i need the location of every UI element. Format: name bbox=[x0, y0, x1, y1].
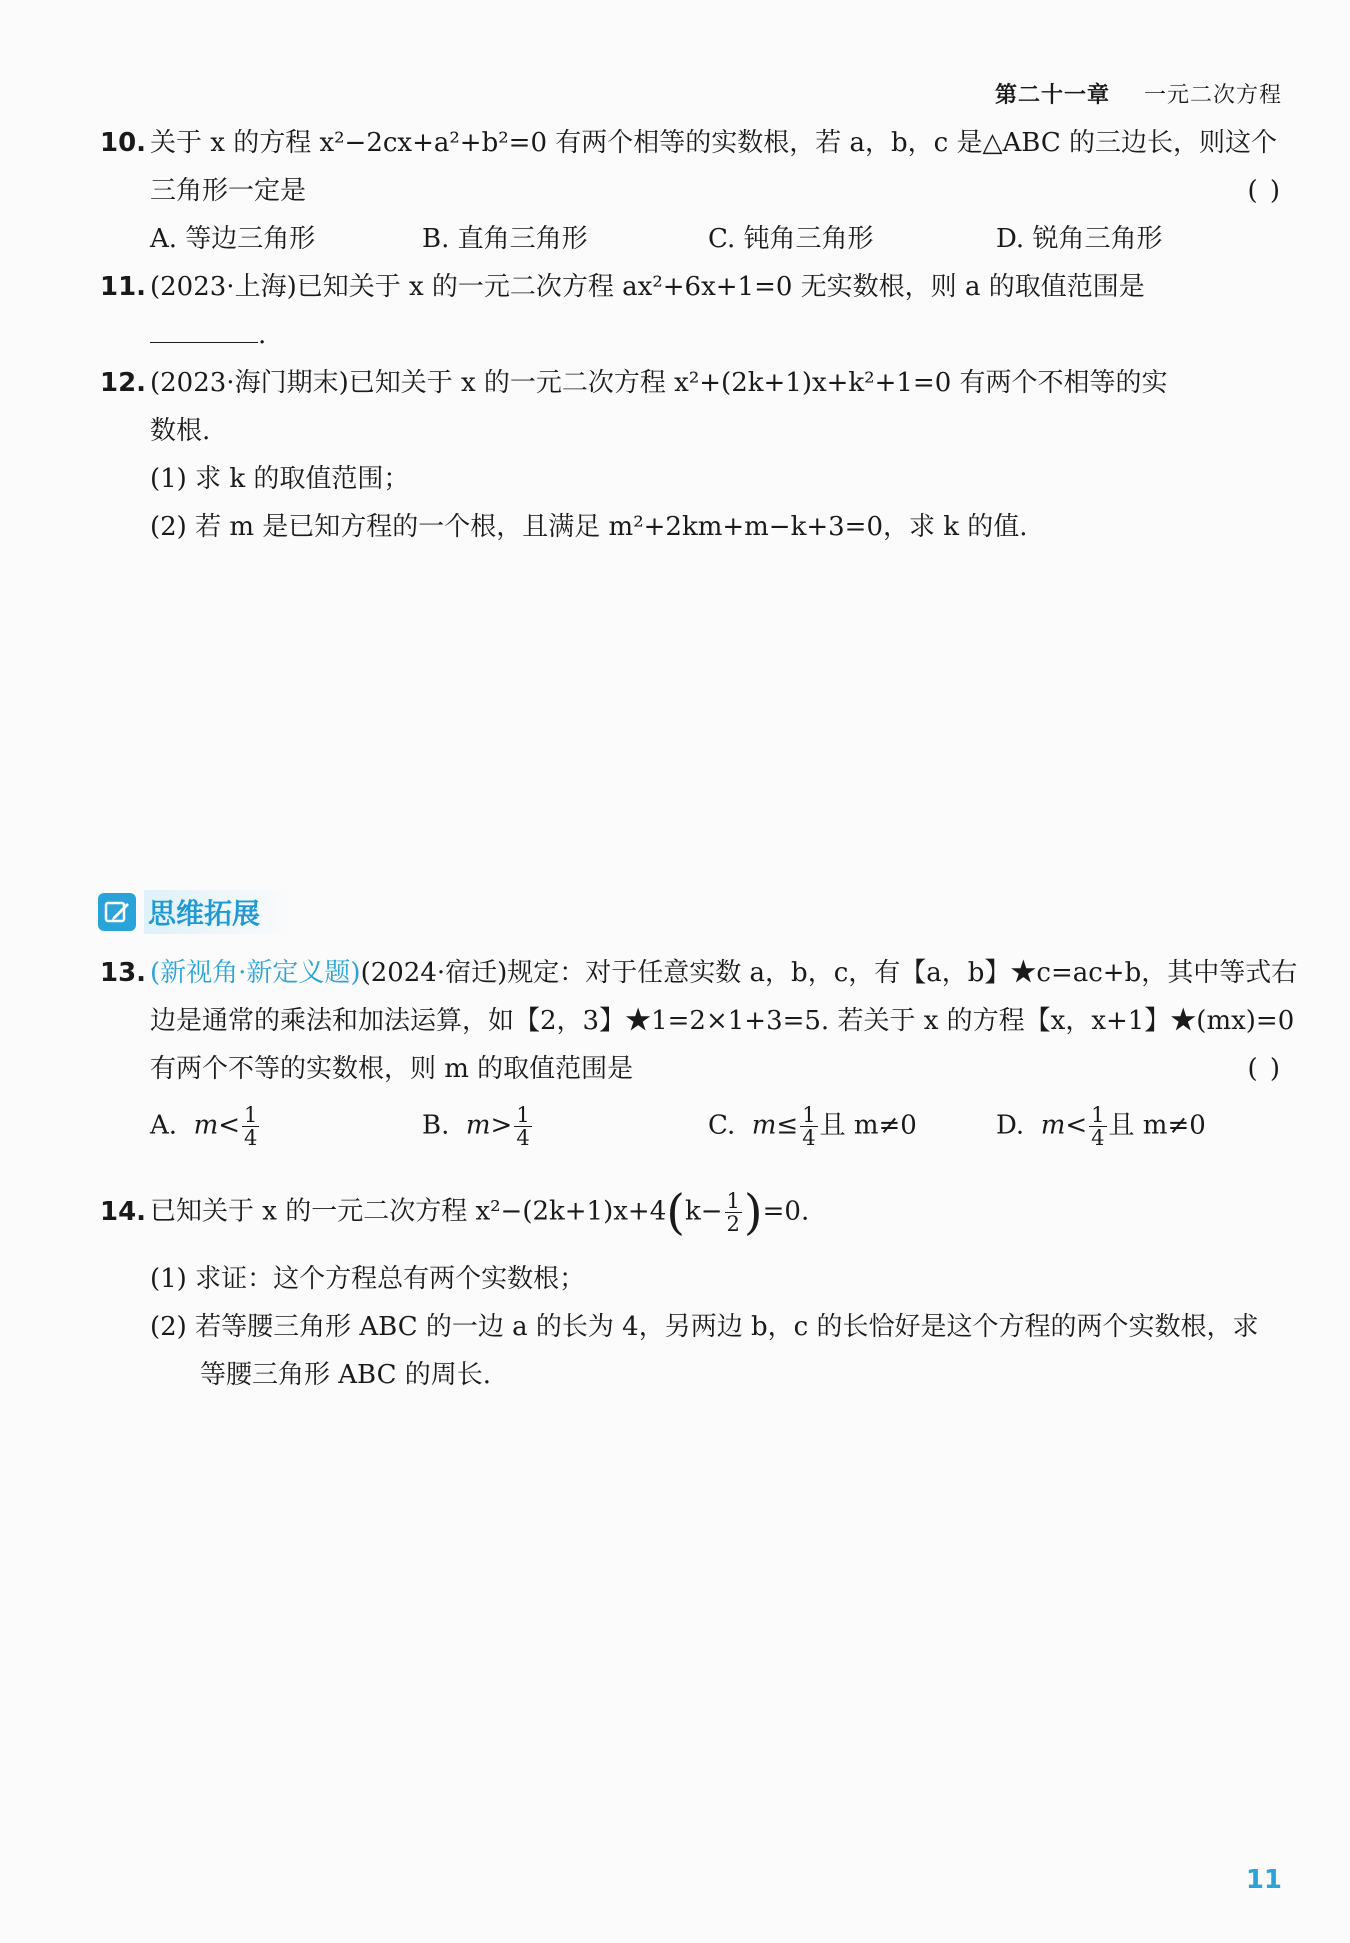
q10-option-c: C. 钝角三角形 bbox=[708, 224, 874, 254]
q13-line1 bbox=[100, 954, 1298, 992]
q13-option-d-fraction bbox=[1089, 1104, 1106, 1149]
q13-option-a-num: 1 bbox=[244, 1103, 258, 1127]
q11-number: 11. bbox=[100, 272, 147, 302]
q13-option-d-pre: m< bbox=[1040, 1110, 1088, 1141]
q10-option-b: B. 直角三角形 bbox=[422, 224, 588, 254]
q13-option-a-label: A. bbox=[150, 1110, 178, 1141]
q12-line2 bbox=[100, 412, 1282, 450]
q12-number: 12. bbox=[100, 368, 147, 398]
q13-option-c-pre: m≤ bbox=[751, 1110, 799, 1141]
q13-option-c-den: 4 bbox=[802, 1126, 816, 1150]
q14-stem-inner: k− bbox=[684, 1196, 723, 1227]
q13-options bbox=[100, 1104, 1282, 1164]
q13-option-d-post: 且 m≠0 bbox=[1108, 1110, 1206, 1141]
q13-option-a bbox=[150, 1104, 261, 1149]
q13-option-c-num: 1 bbox=[802, 1103, 816, 1127]
q11-line1 bbox=[100, 268, 1282, 306]
q14-sub2-text-cont: 等腰三角形 ABC 的周长. bbox=[200, 1360, 492, 1390]
q12-stem: (2023·海门期末)已知关于 x 的一元二次方程 x²+(2k+1)x+k²+1=0 有两个不相等的实 bbox=[150, 368, 1168, 398]
q11-stem: (2023·上海)已知关于 x 的一元二次方程 ax²+6x+1=0 无实数根，则 a 的取值范围是 bbox=[150, 272, 1145, 302]
section-title: 思维拓展 bbox=[144, 890, 294, 934]
q14-right-paren: ) bbox=[743, 1184, 763, 1241]
q13-option-c-post: 且 m≠0 bbox=[819, 1110, 917, 1141]
q13-stem-cont: 边是通常的乘法和加法运算，如【2，3】★1=2×1+3=5. 若关于 x 的方程【x，x+1】★(mx)=0 bbox=[150, 1006, 1295, 1036]
q14-frac-num: 1 bbox=[726, 1189, 740, 1213]
q10-line2 bbox=[100, 172, 1282, 210]
chapter-label: 第二十一章 bbox=[994, 83, 1110, 108]
q13-option-d-label: D. bbox=[996, 1110, 1025, 1141]
q13-answer-paren: ( ) bbox=[1247, 1054, 1282, 1084]
q14-sub2-text: (2) 若等腰三角形 ABC 的一边 a 的长为 4，另两边 b，c 的长恰好是这个方程的两个实数根，求 bbox=[150, 1312, 1259, 1342]
q14-left-paren: ( bbox=[666, 1184, 685, 1241]
section-label: 一元二次方程 bbox=[1143, 83, 1282, 108]
q13-line3 bbox=[100, 1050, 1282, 1088]
q10-line1 bbox=[100, 124, 1282, 162]
q10-option-d: D. 锐角三角形 bbox=[996, 224, 1163, 254]
q11-answer-blank[interactable] bbox=[150, 316, 258, 343]
q14-sub2-line1 bbox=[100, 1308, 1282, 1346]
q11-period: . bbox=[258, 320, 267, 350]
q12-sub2 bbox=[100, 508, 1282, 546]
q14-stem-post: =0. bbox=[762, 1196, 810, 1227]
q14-sub1 bbox=[100, 1260, 1282, 1298]
q13-option-b-pre: m> bbox=[465, 1110, 513, 1141]
pencil-paper-icon bbox=[98, 893, 136, 931]
q13-tag: (新视角·新定义题) bbox=[150, 958, 361, 988]
q13-option-b bbox=[422, 1104, 534, 1149]
q14-number: 14. bbox=[100, 1196, 147, 1227]
q10-number: 10. bbox=[100, 128, 147, 158]
q12-sub2-text: (2) 若 m 是已知方程的一个根，且满足 m²+2km+m−k+3=0，求 k 的值. bbox=[150, 512, 1028, 542]
q14-sub1-text: (1) 求证：这个方程总有两个实数根； bbox=[150, 1264, 586, 1294]
q13-option-c-fraction bbox=[800, 1104, 817, 1149]
q10-stem-cont: 三角形一定是 bbox=[150, 176, 307, 206]
q13-option-b-den: 4 bbox=[516, 1126, 530, 1150]
q14-stem-pre: 已知关于 x 的一元二次方程 x²−(2k+1)x+4 bbox=[150, 1196, 667, 1227]
q13-option-a-fraction bbox=[242, 1104, 259, 1149]
q13-option-b-num: 1 bbox=[516, 1103, 530, 1127]
section-header bbox=[98, 890, 294, 934]
q12-line1 bbox=[100, 364, 1282, 402]
q11-line2 bbox=[100, 316, 1282, 354]
q13-option-c-label: C. bbox=[708, 1110, 736, 1141]
q13-stem-cont2: 有两个不等的实数根，则 m 的取值范围是 bbox=[150, 1054, 634, 1084]
q13-option-a-den: 4 bbox=[244, 1126, 258, 1150]
q10-option-a: A. 等边三角形 bbox=[150, 224, 316, 254]
q12-stem-cont: 数根. bbox=[150, 416, 211, 446]
q14-fraction bbox=[725, 1190, 742, 1235]
q13-option-a-pre: m< bbox=[193, 1110, 241, 1141]
q14-line1 bbox=[100, 1184, 1282, 1246]
q13-option-c bbox=[708, 1104, 917, 1149]
q13-number: 13. bbox=[100, 958, 147, 988]
q13-option-d-num: 1 bbox=[1091, 1103, 1105, 1127]
q12-sub1-text: (1) 求 k 的取值范围； bbox=[150, 464, 410, 494]
q13-stem: (2024·宿迁)规定：对于任意实数 a，b，c，有【a，b】★c=ac+b，其中等式右 bbox=[360, 958, 1298, 988]
q13-option-b-fraction bbox=[514, 1104, 531, 1149]
running-header bbox=[995, 78, 1282, 109]
q10-answer-paren: ( ) bbox=[1247, 176, 1282, 206]
q14-sub2-line2 bbox=[100, 1356, 1282, 1394]
q13-line2 bbox=[100, 1002, 1295, 1040]
q10-stem: 关于 x 的方程 x²−2cx+a²+b²=0 有两个相等的实数根，若 a，b，c 是△ABC 的三边长，则这个 bbox=[150, 128, 1278, 158]
q12-sub1 bbox=[100, 460, 1282, 498]
q13-option-d bbox=[996, 1104, 1206, 1149]
q13-option-d-den: 4 bbox=[1091, 1126, 1105, 1150]
q13-option-b-label: B. bbox=[422, 1110, 450, 1141]
q14-frac-den: 2 bbox=[726, 1212, 740, 1236]
page-number: 11 bbox=[1245, 1865, 1282, 1895]
